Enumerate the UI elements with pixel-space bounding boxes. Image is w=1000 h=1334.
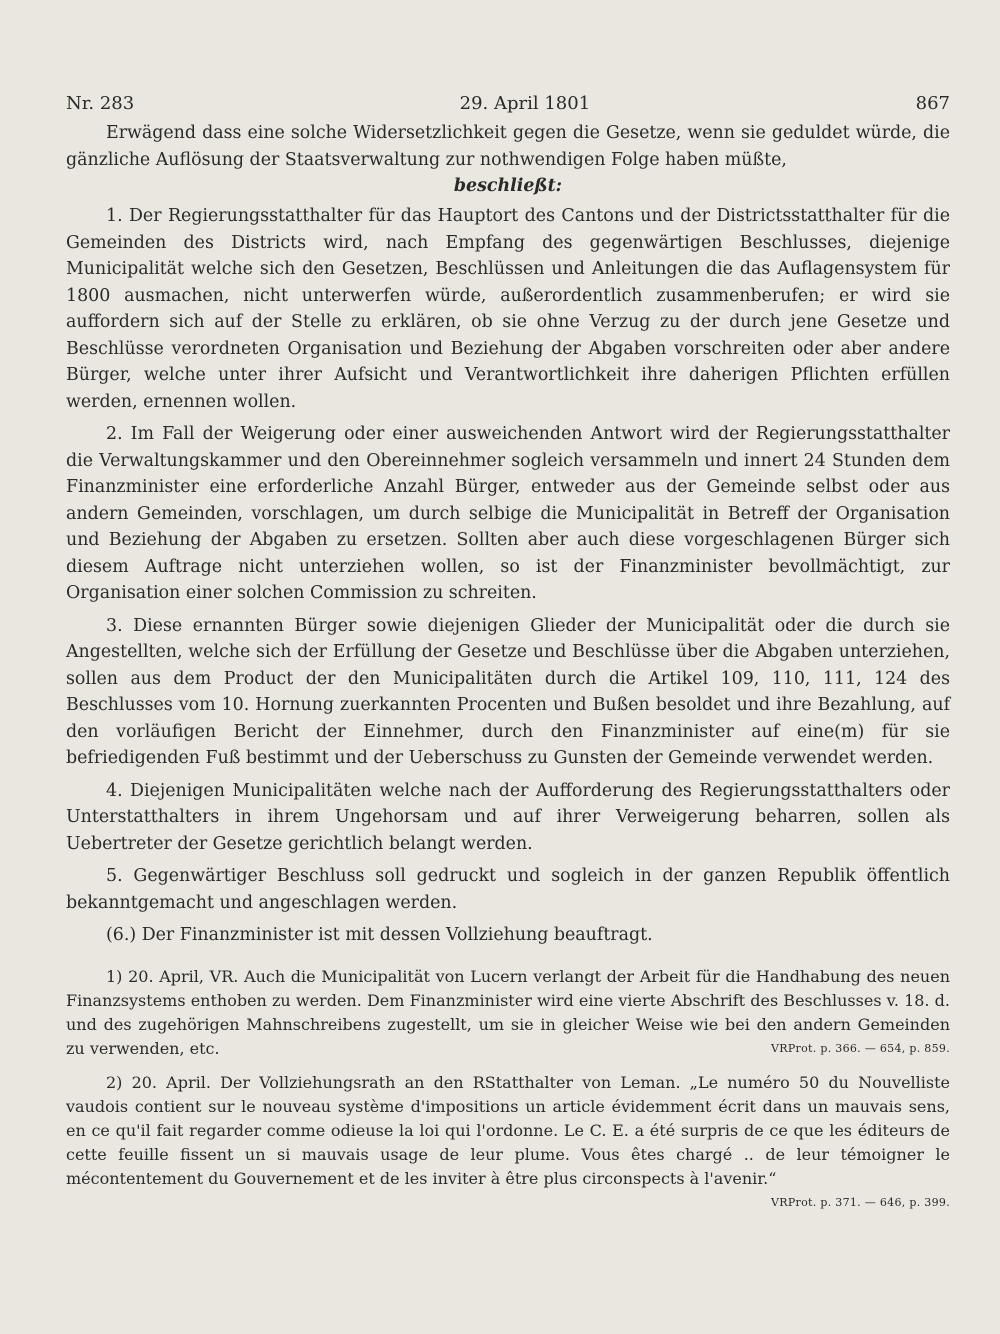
article-paragraph: 4. Diejenigen Municipalitäten welche nach der Aufforderung des Regierungsstatthalters oder Unterstatthalters in ihrem Ungehorsam und auf ihrer Verweigerung beharren, sollen als Uebertreter der Gesetze gerichtlich belangt werden. [66,780,950,854]
footnote-text: 1) 20. April, VR. Auch die Municipalität von Lucern verlangt der Arbeit für die Handhabung des neuen Finanzsystems enthoben zu werden. Dem Finanzminister wird eine vierte Abschrift des Beschlusses v. 18. d. und des zugehörigen Mahnschreibens zugestellt, um sie in gleicher Weise wie bei den andern Gemeinden zu verwenden, etc. [66,966,950,1058]
footnote [66,1071,950,1209]
footnote-text: 2) 20. April. Der Vollziehungsrath an den RStatthalter von Leman. „Le numéro 50 du Nouvelliste vaudois contient sur le nouveau système d'impositions un article évidemment écrit dans un mauvais sens, en ce qu'il fait regarder comme odieuse la loi qui l'ordonne. Le C. E. a été surpris de ce que les éditeurs de cette feuille fissent un si mauvais usage de leur plume. Vous êtes chargé .. de leur témoigner le mécontentement du Gouvernement et de les inviter à être plus circonspects à l'avenir.“ [66,1072,950,1188]
intro-paragraph: Erwägend dass eine solche Widersetzlichkeit gegen die Gesetze, wenn sie geduldet würde, die gänzliche Auflösung der Staatsverwaltung zur nothwendigen Folge haben müßte, [66,123,950,170]
footnote-reference: VRProt. p. 371. — 646, p. 399. [771,1195,950,1209]
document-date: 29. April 1801 [459,93,591,114]
article-paragraph: 5. Gegenwärtiger Beschluss soll gedruckt und sogleich in der ganzen Republik öffentlich bekanntgemacht und angeschlagen werden. [66,866,950,913]
document-number: Nr. 283 [66,93,135,114]
main-text [66,120,950,949]
article-paragraph: 1. Der Regierungsstatthalter für das Hauptort des Cantons und der Districtsstatthalter für die Gemeinden des Districts wird, nach Empfang des gegenwärtigen Beschlusses, diejenige Municipalität welche sich den Gesetzen, Beschlüssen und Anleitungen die das Auflagensystem für 1800 ausmachen, nicht unterwerfen würde, außerordentlich zusammenberufen; er wird sie auffordern sich auf der Stelle zu erklären, ob sie ohne Verzug zu der durch jene Gesetze und Beschlüsse verordneten Organisation und Beziehung der Abgaben vorschreiten oder aber andere Bürger, welche unter ihrer Aufsicht und Verantwortlichkeit ihre daherigen Pflichten erfüllen werden, ernennen wollen. [66,206,950,412]
decision-heading: beschließt: [453,176,563,196]
footnote [66,965,950,1061]
article-paragraph: 3. Diese ernannten Bürger sowie diejenigen Glieder der Municipalität oder die durch sie Angestellten, welche sich der Erfüllung der Gesetze und Beschlüsse über die Abgaben unterziehen, sollen aus dem Product der den Municipalitäten durch die Artikel 109, 110, 111, 124 des Beschlusses vom 10. Hornung zuerkannten Procenten und Bußen besoldet und ihre Bezahlung, auf den vorläufigen Bericht der Einnehmer, durch den Finanzminister auf eine(m) für sie befriedigenden Fuß bestimmt und der Ueberschuss zu Gunsten der Gemeinde verwendet werden. [66,615,950,768]
article-paragraph: (6.) Der Finanzminister ist mit dessen Vollziehung beauftragt. [106,925,653,945]
page-number: 867 [915,93,950,114]
article-paragraph: 2. Im Fall der Weigerung oder einer ausweichenden Antwort wird der Regierungsstatthalter die Verwaltungskammer und den Obereinnehmer sogleich versammeln und innert 24 Stunden dem Finanzminister eine erforderliche Anzahl Bürger, entweder aus der Gemeinde selbst oder aus andern Gemeinden, vorschlagen, um durch selbige die Municipalität in Betreff der Organisation und Beziehung der Abgaben zu ersetzen. Sollten aber auch diese vorgeschlagenen Bürger sich diesem Auftrage nicht unterziehen wollen, so ist der Finanzminister bevollmächtigt, zur Organisation einer solchen Commission zu schreiten. [66,424,950,603]
footnotes [66,965,950,1209]
footnote-reference: VRProt. p. 366. — 654, p. 859. [771,1041,950,1055]
page-header [66,92,950,116]
